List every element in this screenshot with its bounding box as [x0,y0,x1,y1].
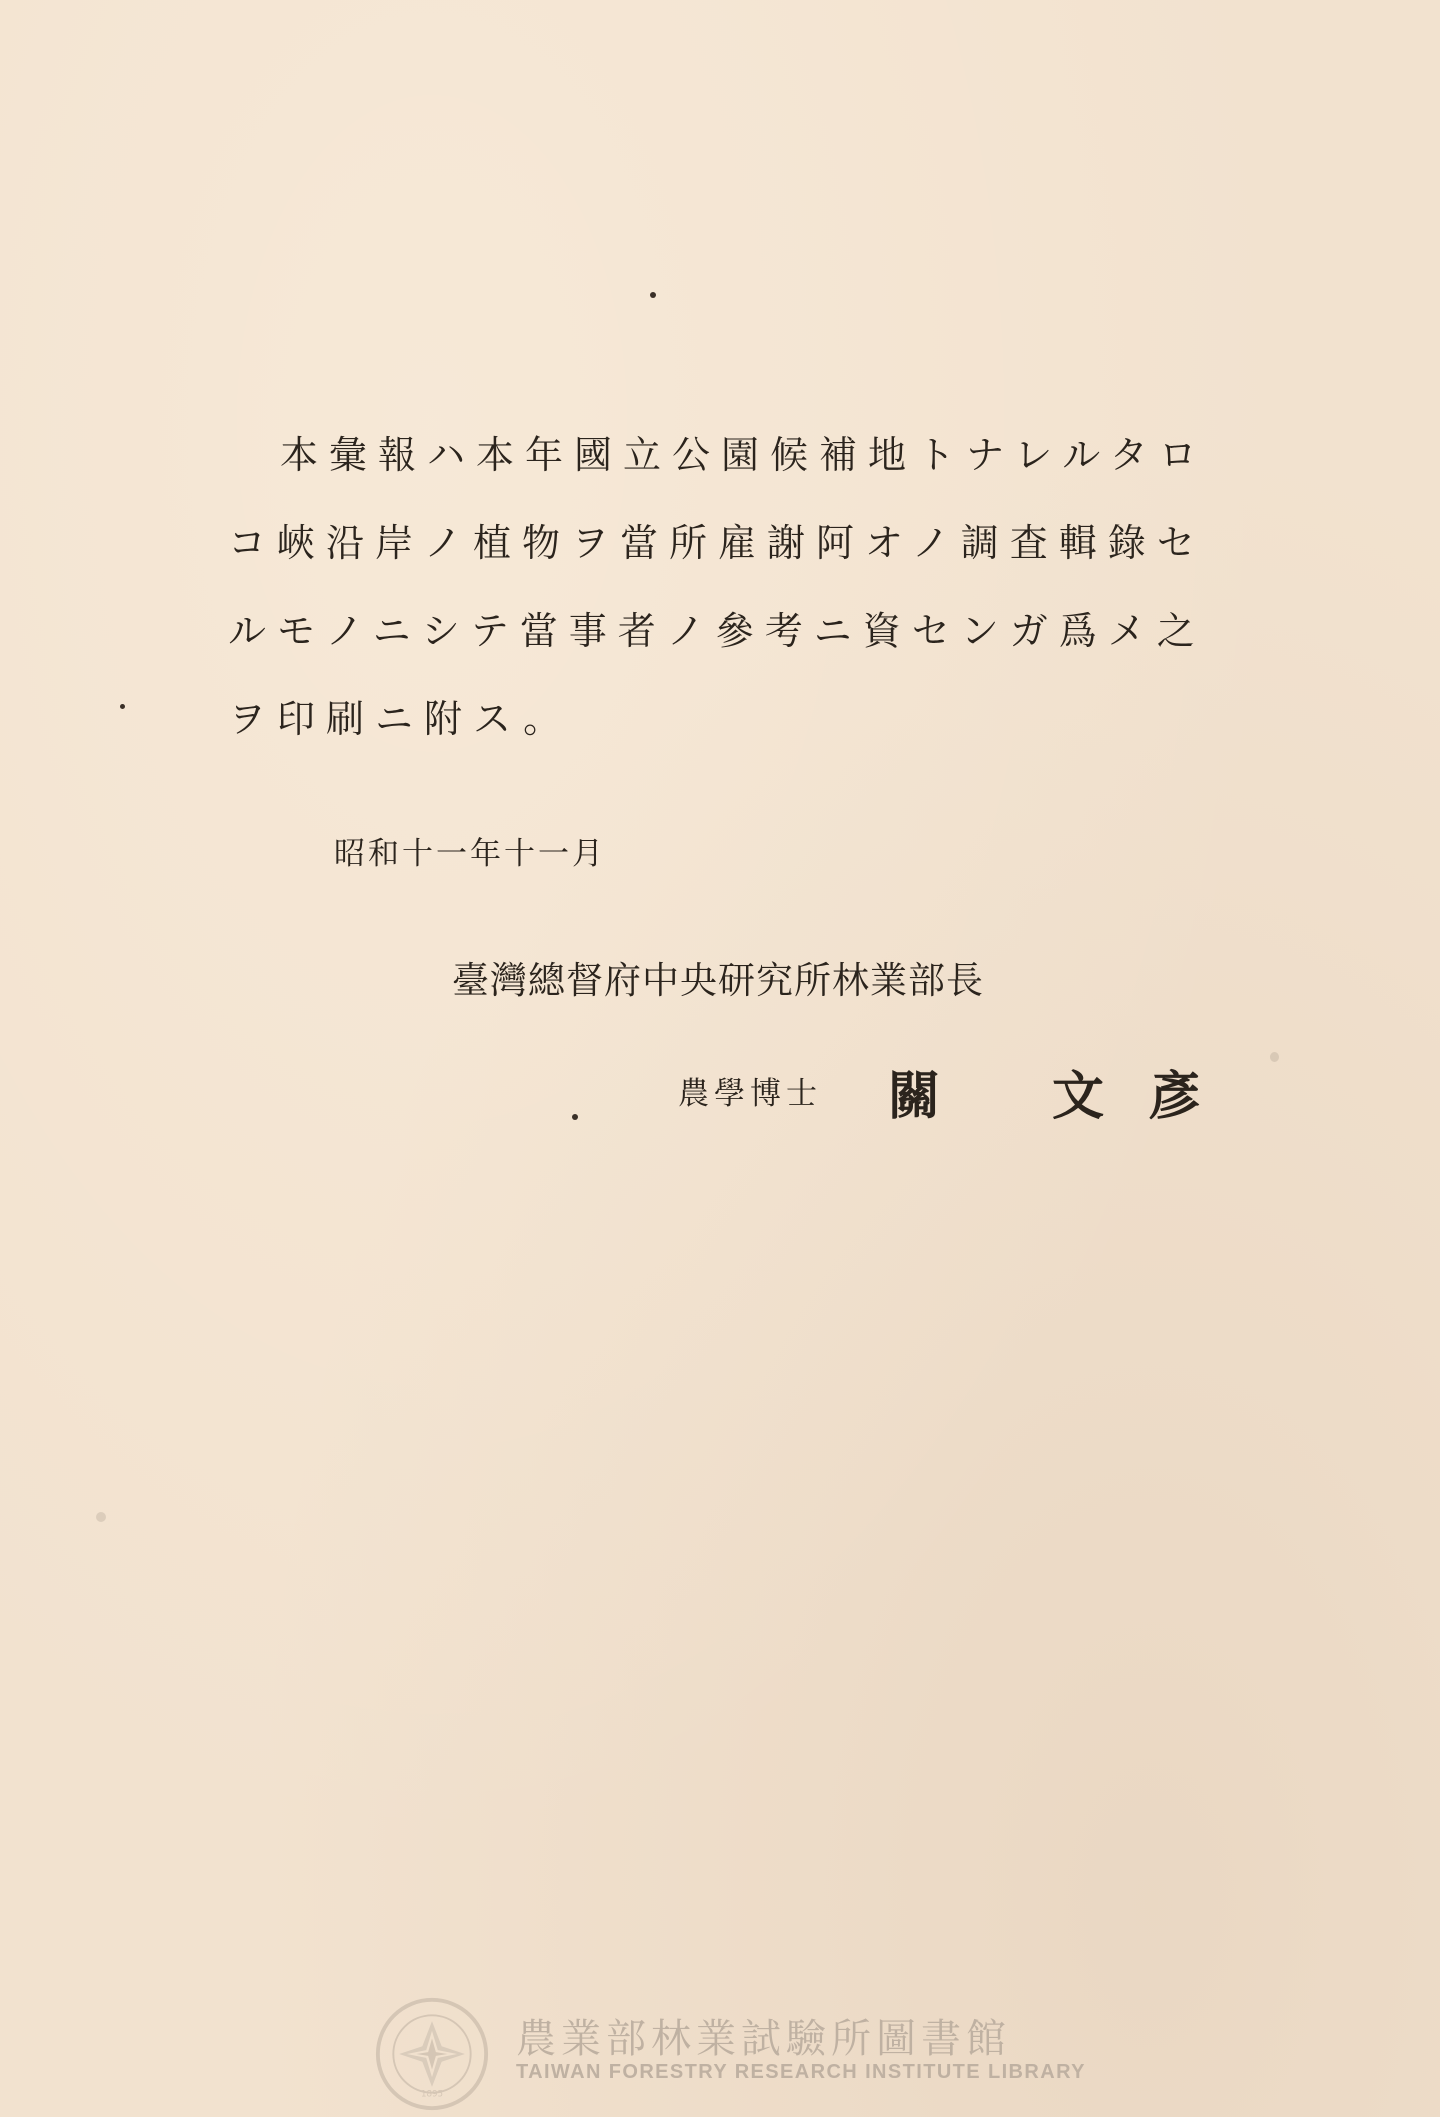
seal-year: 1895 [420,2089,444,2100]
ink-speck [650,292,656,298]
library-name-cn: 農業部林業試驗所圖書館 [516,2016,1011,2062]
document-date: 昭和十一年十一月 [334,836,606,872]
library-name-en: TAIWAN FORESTRY RESEARCH INSTITUTE LIBRARY [516,2061,1086,2083]
organization-title: 臺灣總督府中央研究所林業部長 [452,959,984,1002]
library-seal-icon [374,1996,490,2112]
ink-speck [1270,1052,1279,1062]
preface-line-3: ルモノニシテ當事者ノ參考ニ資センガ爲メ之 [228,609,1206,653]
ink-speck [572,1114,578,1120]
author-name-char-3: 彥 [1148,1066,1201,1127]
preface-line-2: コ峽沿岸ノ植物ヲ當所雇謝阿オノ調査輯錄セ [228,521,1206,565]
author-title: 農學博士 [678,1076,822,1112]
ink-speck [120,704,125,709]
preface-line-1: 本彙報ハ本年國立公園候補地トナレルタロ [280,433,1208,477]
author-name-char-1: 關 [888,1066,941,1127]
author-name-char-2: 文 [1052,1066,1105,1127]
ink-speck [96,1512,106,1522]
preface-line-4: ヲ印刷ニ附ス。 [228,697,573,741]
